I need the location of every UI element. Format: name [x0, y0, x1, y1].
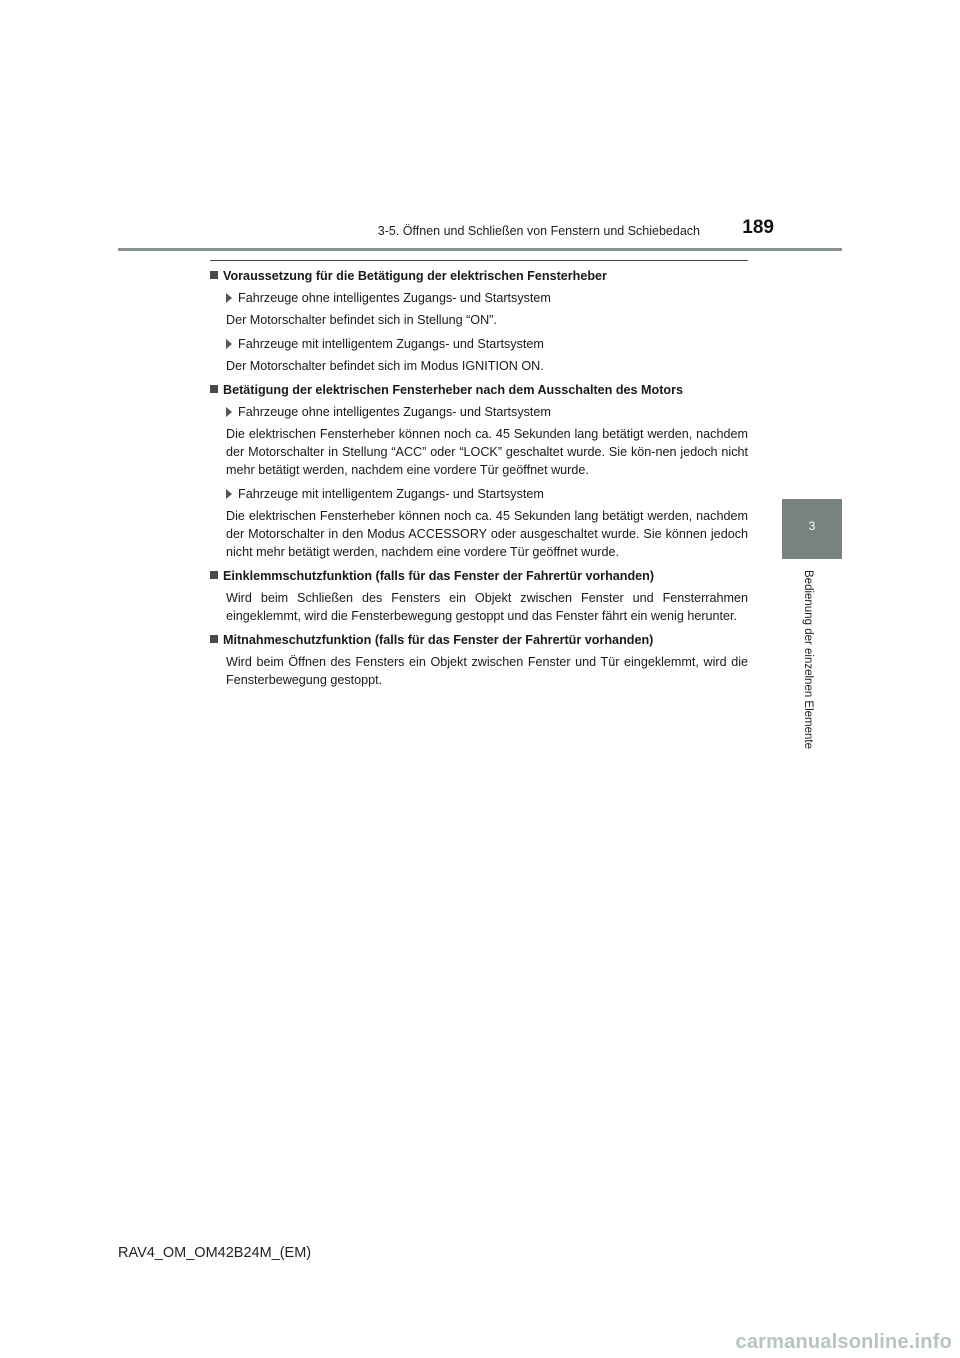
square-bullet-icon — [210, 271, 218, 279]
section-heading-text: Voraussetzung für die Betätigung der elektrischen Fensterheber — [223, 269, 607, 283]
triangle-right-icon — [226, 407, 232, 417]
paragraph: Die elektrischen Fensterheber können noch ca. 45 Sekunden lang betätigt werden, nachdem der Motorschalter in Stellung “ACC” oder “LOCK” geschaltet wurde. Sie kön-nen jedoch nicht mehr betätigt werden, nachdem eine vordere Tür geöffnet wurde. — [226, 427, 748, 477]
triangle-right-icon — [226, 339, 232, 349]
condition-text: Fahrzeuge ohne intelligentes Zugangs- und Startsystem — [238, 291, 551, 305]
section-heading — [210, 381, 748, 399]
document-code: RAV4_OM_OM42B24M_(EM) — [118, 1245, 312, 1261]
condition-text: Fahrzeuge mit intelligentem Zugangs- und Startsystem — [238, 337, 544, 351]
paragraph: Der Motorschalter befindet sich in Stellung “ON”. — [226, 313, 497, 327]
page-content — [210, 260, 748, 695]
paragraph: Der Motorschalter befindet sich im Modus IGNITION ON. — [226, 359, 544, 373]
paragraph: Die elektrischen Fensterheber können noch ca. 45 Sekunden lang betätigt werden, nachdem der Motorschalter in den Modus ACCESSORY oder ausgeschaltet wurde. Sie können jedoch nicht mehr betätigt werden, nachdem eine vordere Tür geöffnet wurde. — [226, 509, 748, 559]
chapter-label: Bedienung der einzelnen Elemente — [802, 570, 814, 750]
section-heading — [210, 567, 748, 585]
condition-line — [226, 289, 748, 307]
condition-text: Fahrzeuge ohne intelligentes Zugangs- und Startsystem — [238, 405, 551, 419]
square-bullet-icon — [210, 385, 218, 393]
section-heading-text: Einklemmschutzfunktion (falls für das Fenster der Fahrertür vorhanden) — [223, 569, 655, 583]
square-bullet-icon — [210, 571, 218, 579]
chapter-number: 3 — [808, 519, 816, 533]
condition-line — [226, 403, 748, 421]
paragraph: Wird beim Öffnen des Fensters ein Objekt zwischen Fenster und Tür eingeklemmt, wird die Fensterbewegung gestoppt. — [226, 655, 748, 687]
square-bullet-icon — [210, 635, 218, 643]
page-header — [118, 214, 842, 251]
paragraph: Wird beim Schließen des Fensters ein Objekt zwischen Fenster und Fensterrahmen eingeklemmt, wird die Fensterbewegung gestoppt und das Fenster fährt ein wenig herunter. — [226, 591, 748, 623]
triangle-right-icon — [226, 293, 232, 303]
section-title: 3-5. Öffnen und Schließen von Fenstern und Schiebedach — [377, 224, 700, 238]
chapter-divider — [782, 558, 842, 559]
section-heading-text: Mitnahmeschutzfunktion (falls für das Fenster der Fahrertür vorhanden) — [223, 633, 654, 647]
condition-text: Fahrzeuge mit intelligentem Zugangs- und Startsystem — [238, 487, 544, 501]
chapter-tab — [782, 499, 842, 558]
page-number: 189 — [742, 217, 774, 238]
triangle-right-icon — [226, 489, 232, 499]
section-heading-text: Betätigung der elektrischen Fensterheber nach dem Ausschalten des Motors — [223, 383, 684, 397]
condition-line — [226, 485, 748, 503]
section-heading — [210, 631, 748, 649]
condition-line — [226, 335, 748, 353]
watermark: carmanualsonline.info — [735, 1331, 952, 1353]
section-heading — [210, 267, 748, 285]
